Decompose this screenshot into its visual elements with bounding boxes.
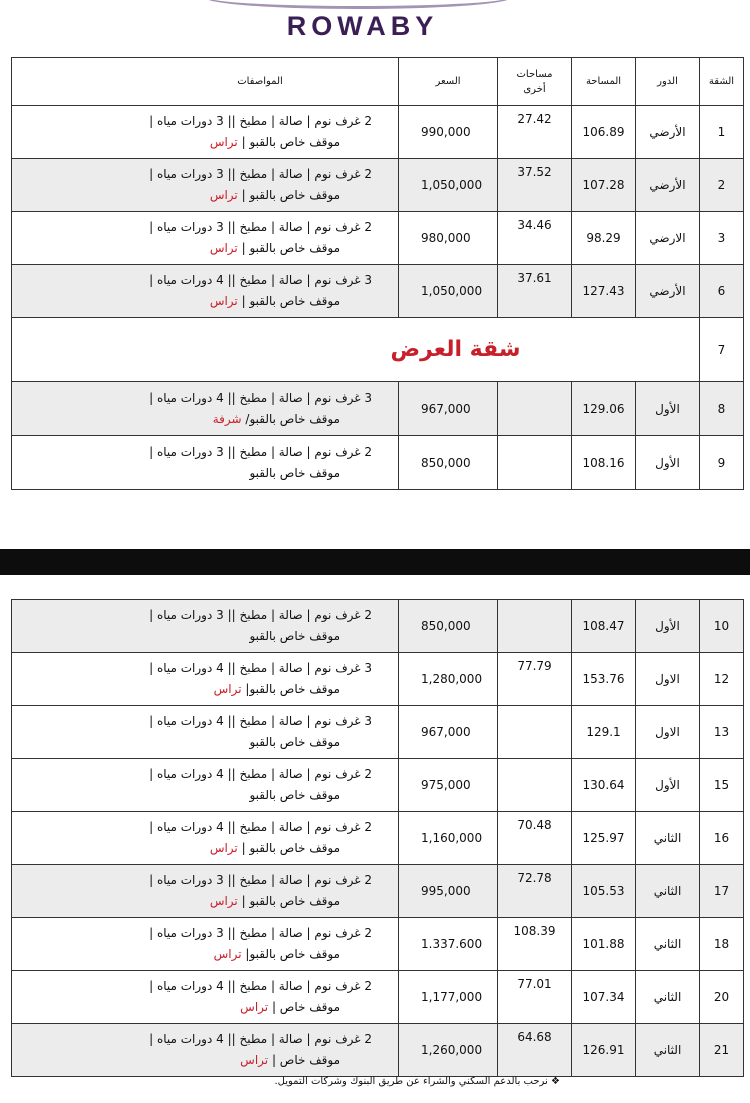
extra-area-cell (498, 706, 572, 759)
specs-cell (12, 918, 399, 971)
model-unit-number: 7 (700, 318, 744, 382)
price-cell: 1,280,000 (399, 653, 498, 706)
table-row (12, 971, 744, 1024)
table-row (12, 1024, 744, 1077)
specs-cell (12, 865, 399, 918)
price-cell: 975,000 (399, 759, 498, 812)
area-cell: 130.64 (572, 759, 636, 812)
extra-area-cell (498, 382, 572, 436)
floor-cell: الارضي (636, 212, 700, 265)
specs-cell (12, 812, 399, 865)
specs-line-2 (12, 1050, 372, 1071)
specs-extra-feature: تراس (209, 188, 238, 202)
price-cell: 980,000 (399, 212, 498, 265)
brand-name: ROWABY (286, 11, 439, 41)
floor-cell: الاول (636, 653, 700, 706)
specs-cell (12, 382, 399, 436)
extra-area-cell: 34.46 (498, 212, 572, 265)
specs-line-2 (12, 463, 372, 484)
table-row (12, 653, 744, 706)
specs-line-2 (12, 132, 372, 153)
specs-line-2 (12, 409, 372, 430)
model-unit-label: شقة العرض (12, 318, 700, 382)
table-row (12, 865, 744, 918)
specs-line-2 (12, 891, 372, 912)
area-cell: 127.43 (572, 265, 636, 318)
specs-line-1: 2 غرف نوم | صالة | مطبخ || 3 دورات مياه | (149, 926, 372, 940)
unit-cell: 6 (700, 265, 744, 318)
extra-area-cell: 27.42 (498, 106, 572, 159)
table-row (12, 600, 744, 653)
price-cell: 995,000 (399, 865, 498, 918)
unit-cell: 18 (700, 918, 744, 971)
extra-area-cell (498, 600, 572, 653)
specs-extra-feature: تراس (209, 241, 238, 255)
page-separator (0, 549, 750, 575)
specs-cell (12, 212, 399, 265)
floor-cell: الأول (636, 759, 700, 812)
specs-line-1: 2 غرف نوم | صالة | مطبخ || 3 دورات مياه | (149, 114, 372, 128)
header-unit: الشقة (700, 58, 744, 106)
area-cell: 98.29 (572, 212, 636, 265)
specs-line-2 (12, 838, 372, 859)
specs-line-2 (12, 785, 372, 806)
specs-parking: موقف خاص بالقبو | (241, 841, 340, 855)
extra-area-cell: 37.52 (498, 159, 572, 212)
specs-extra-feature: تراس (240, 1053, 269, 1067)
price-cell: 1,050,000 (399, 265, 498, 318)
table-row (12, 382, 744, 436)
area-cell: 153.76 (572, 653, 636, 706)
specs-extra-feature: تراس (209, 135, 238, 149)
specs-cell (12, 706, 399, 759)
specs-extra-feature: تراس (209, 841, 238, 855)
table-row (12, 706, 744, 759)
units-table-bottom (11, 599, 744, 1077)
specs-cell (12, 600, 399, 653)
floor-cell: الأرضي (636, 265, 700, 318)
unit-cell: 21 (700, 1024, 744, 1077)
specs-line-2 (12, 185, 372, 206)
area-cell: 107.28 (572, 159, 636, 212)
table-row (12, 265, 744, 318)
specs-line-1: 3 غرف نوم | صالة | مطبخ || 4 دورات مياه | (149, 661, 372, 675)
unit-cell: 20 (700, 971, 744, 1024)
area-cell: 129.06 (572, 382, 636, 436)
extra-area-cell: 108.39 (498, 918, 572, 971)
specs-cell (12, 159, 399, 212)
unit-cell: 3 (700, 212, 744, 265)
specs-parking: موقف خاص | (271, 1053, 340, 1067)
specs-parking: موقف خاص بالقبو | (241, 188, 340, 202)
specs-parking: موقف خاص بالقبو | (241, 294, 340, 308)
specs-parking: موقف خاص بالقبو (249, 629, 340, 643)
specs-extra-feature: تراس (213, 682, 242, 696)
unit-cell: 1 (700, 106, 744, 159)
specs-line-1: 3 غرف نوم | صالة | مطبخ || 4 دورات مياه | (149, 714, 372, 728)
unit-cell: 17 (700, 865, 744, 918)
area-cell: 101.88 (572, 918, 636, 971)
price-cell: 1,050,000 (399, 159, 498, 212)
extra-area-cell: 77.01 (498, 971, 572, 1024)
specs-extra-feature: شرفة (212, 411, 242, 426)
specs-cell (12, 653, 399, 706)
floor-cell: الأول (636, 436, 700, 490)
price-cell: 850,000 (399, 600, 498, 653)
area-cell: 105.53 (572, 865, 636, 918)
specs-parking: موقف خاص | (271, 1000, 340, 1014)
specs-line-2 (12, 732, 372, 753)
unit-cell: 12 (700, 653, 744, 706)
header-area: المساحة (572, 58, 636, 106)
specs-line-2 (12, 626, 372, 647)
price-cell: 967,000 (399, 706, 498, 759)
area-cell: 129.1 (572, 706, 636, 759)
specs-cell (12, 436, 399, 490)
floor-cell: الأول (636, 382, 700, 436)
area-cell: 108.16 (572, 436, 636, 490)
specs-extra-feature: تراس (240, 1000, 269, 1014)
area-cell: 126.91 (572, 1024, 636, 1077)
specs-line-1: 2 غرف نوم | صالة | مطبخ || 3 دورات مياه | (149, 608, 372, 622)
floor-cell: الثاني (636, 1024, 700, 1077)
floor-cell: الأرضي (636, 159, 700, 212)
area-cell: 106.89 (572, 106, 636, 159)
table-row (12, 918, 744, 971)
specs-cell (12, 971, 399, 1024)
floor-cell: الثاني (636, 812, 700, 865)
specs-line-1: 2 غرف نوم | صالة | مطبخ || 4 دورات مياه | (149, 767, 372, 781)
specs-parking: موقف خاص بالقبو (249, 465, 340, 480)
specs-line-2 (12, 997, 372, 1018)
unit-cell: 13 (700, 706, 744, 759)
unit-cell: 15 (700, 759, 744, 812)
specs-parking: موقف خاص بالقبو/ (245, 411, 340, 426)
specs-line-2 (12, 238, 372, 259)
price-cell: 967,000 (399, 382, 498, 436)
header-price: السعر (399, 58, 498, 106)
header-floor: الدور (636, 58, 700, 106)
note-bank-financing: ❖ نرحب بالدعم السكني والشراء عن طريق البنوك وشركات التمويل. (274, 1076, 560, 1087)
floor-cell: الأرضي (636, 106, 700, 159)
extra-area-cell: 77.79 (498, 653, 572, 706)
floor-cell: الثاني (636, 918, 700, 971)
price-cell: 1,260,000 (399, 1024, 498, 1077)
specs-line-1: 2 غرف نوم | صالة | مطبخ || 4 دورات مياه | (149, 1032, 372, 1046)
unit-cell: 2 (700, 159, 744, 212)
specs-parking: موقف خاص بالقبو | (241, 135, 340, 149)
specs-cell (12, 106, 399, 159)
table-row (12, 212, 744, 265)
price-cell: 990,000 (399, 106, 498, 159)
specs-parking: موقف خاص بالقبو (249, 788, 340, 802)
logo-arc (205, 0, 511, 9)
header-extra: مساحات أخرى (498, 58, 572, 106)
extra-area-cell: 70.48 (498, 812, 572, 865)
unit-cell: 9 (700, 436, 744, 490)
specs-parking: موقف خاص بالقبو| (245, 947, 340, 961)
extra-area-cell: 37.61 (498, 265, 572, 318)
price-cell: 1,160,000 (399, 812, 498, 865)
table-row (12, 759, 744, 812)
area-cell: 125.97 (572, 812, 636, 865)
unit-cell: 8 (700, 382, 744, 436)
specs-line-1: 2 غرف نوم | صالة | مطبخ || 3 دورات مياه | (149, 167, 372, 181)
specs-extra-feature: تراس (213, 947, 242, 961)
extra-area-cell (498, 759, 572, 812)
specs-parking: موقف خاص بالقبو| (245, 682, 340, 696)
specs-extra-feature: تراس (209, 294, 238, 308)
unit-cell: 10 (700, 600, 744, 653)
specs-parking: موقف خاص بالقبو | (241, 241, 340, 255)
specs-line-1: 2 غرف نوم | صالة | مطبخ || 4 دورات مياه | (149, 979, 372, 993)
table-row (12, 159, 744, 212)
specs-parking: موقف خاص بالقبو (249, 735, 340, 749)
specs-line-1: 2 غرف نوم | صالة | مطبخ || 3 دورات مياه | (149, 873, 372, 887)
specs-line-1: 2 غرف نوم | صالة | مطبخ || 3 دورات مياه | (149, 220, 372, 234)
specs-cell (12, 265, 399, 318)
table-row (12, 812, 744, 865)
floor-cell: الاول (636, 706, 700, 759)
header-specs: المواصفات (12, 58, 399, 106)
specs-line-2 (12, 291, 372, 312)
extra-area-cell: 72.78 (498, 865, 572, 918)
area-cell: 108.47 (572, 600, 636, 653)
specs-extra-feature: تراس (209, 894, 238, 908)
table-row (12, 106, 744, 159)
table-row (12, 436, 744, 490)
specs-line-2 (12, 679, 372, 700)
price-cell: 1,177,000 (399, 971, 498, 1024)
floor-cell: الأول (636, 600, 700, 653)
specs-cell (12, 759, 399, 812)
specs-line-1: 3 غرف نوم | صالة | مطبخ || 4 دورات مياه | (149, 273, 372, 287)
specs-cell (12, 1024, 399, 1077)
brand-logo (0, 0, 750, 42)
specs-parking: موقف خاص بالقبو | (241, 894, 340, 908)
area-cell: 107.34 (572, 971, 636, 1024)
extra-area-cell: 64.68 (498, 1024, 572, 1077)
extra-area-cell (498, 436, 572, 490)
specs-line-1: 2 غرف نوم | صالة | مطبخ || 3 دورات مياه | (149, 444, 372, 459)
floor-cell: الثاني (636, 865, 700, 918)
units-table-top (11, 57, 744, 490)
specs-line-1: 3 غرف نوم | صالة | مطبخ || 4 دورات مياه | (149, 390, 372, 405)
specs-line-2 (12, 944, 372, 965)
price-cell: 850,000 (399, 436, 498, 490)
price-cell: 1.337.600 (399, 918, 498, 971)
floor-cell: الثاني (636, 971, 700, 1024)
unit-cell: 16 (700, 812, 744, 865)
specs-line-1: 2 غرف نوم | صالة | مطبخ || 4 دورات مياه | (149, 820, 372, 834)
